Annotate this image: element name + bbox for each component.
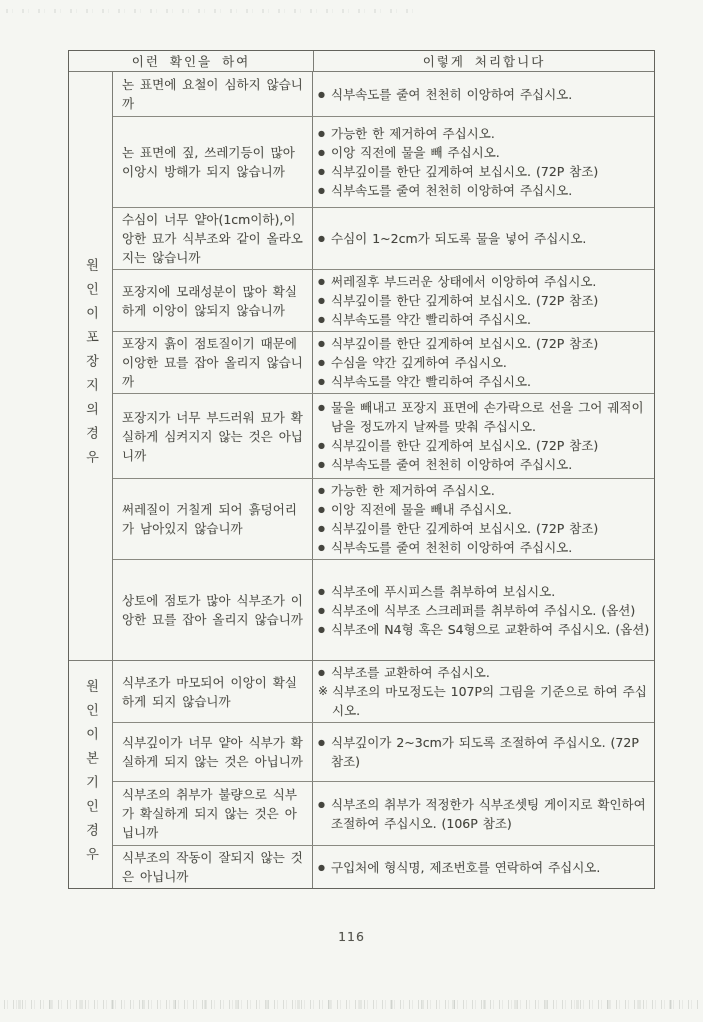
- answer-text: 식부속도를 줄여 천천히 이앙하여 주십시오.: [331, 540, 573, 555]
- answer-item: [318, 436, 650, 455]
- question-text: 논 표면에 요철이 심하지 않습니까: [122, 77, 303, 111]
- bullet-icon: ●: [318, 129, 325, 138]
- bullet-icon: ●: [318, 624, 325, 634]
- page-number: 116: [338, 929, 365, 944]
- answer-text: 구입처에 형식명, 제조번호를 연락하여 주십시오.: [331, 859, 601, 875]
- answer-cell: [313, 117, 654, 207]
- bullet-icon: ●: [318, 296, 325, 305]
- answer-item: [318, 353, 650, 372]
- answer-cell: [313, 208, 654, 269]
- question-cell: [113, 723, 313, 781]
- table-row: [113, 269, 654, 331]
- answer-item: [318, 858, 650, 877]
- answer-cell: [313, 723, 654, 781]
- question-cell: [113, 208, 313, 269]
- answer-text: 식부조에 푸시피스를 취부하여 보십시오.: [331, 583, 556, 599]
- question-text: 논 표면에 짚, 쓰레기등이 많아 이앙시 방해가 되지 않습니까: [122, 145, 295, 179]
- scan-artifact-top: [6, 9, 414, 13]
- question-text: 포장지에 모래성분이 많아 확실하게 이앙이 않되지 않습니까: [122, 283, 297, 318]
- answer-text: 수심을 약간 깊게하여 주십시오.: [331, 355, 507, 370]
- answer-item: [318, 181, 650, 200]
- answer-item: [318, 143, 650, 162]
- answer-item: [318, 663, 650, 682]
- answer-item: [318, 229, 650, 248]
- answer-text: 물을 빼내고 포장지 표면에 손가락으로 선을 그어 궤적이 남을 정도까지 날짜를 맞춰 주십시오.: [331, 400, 644, 434]
- table-header-action: 이렇게 처리합니다: [422, 54, 546, 69]
- table-row: [113, 559, 654, 660]
- bullet-icon: ●: [318, 186, 325, 195]
- answer-text: 식부속도를 약간 빨리하여 주십시오.: [331, 374, 532, 389]
- answer-text: 식부조의 취부가 적정한가 식부조셋팅 게이지로 확인하여 조절하여 주십시오. (106P 참조): [331, 796, 646, 831]
- bullet-icon: ●: [318, 277, 325, 286]
- answer-cell: [313, 661, 654, 722]
- answer-item: [318, 85, 650, 104]
- bullet-icon: ●: [318, 89, 325, 99]
- answer-text: 식부깊이를 한단 깊게하여 보십시오. (72P 참조): [331, 438, 599, 453]
- cause-group-paddy-field: [69, 72, 654, 660]
- question-cell: [113, 72, 313, 116]
- answer-item: [318, 733, 650, 771]
- answer-item: [318, 500, 650, 519]
- group-label-cell: [69, 72, 113, 660]
- answer-text: 이앙 직전에 물을 빼 주십시오.: [331, 145, 500, 160]
- question-cell: [113, 117, 313, 207]
- answer-text: 식부깊이를 한단 깊게하여 보십시오. (72P 참조): [331, 521, 599, 536]
- table-row: [113, 845, 654, 888]
- bullet-icon: ●: [318, 377, 325, 386]
- question-cell: [113, 661, 313, 722]
- answer-item: [318, 398, 650, 436]
- question-text: 식부조의 작동이 잘되지 않는 것은 아닙니까: [122, 850, 303, 884]
- question-cell: [113, 270, 313, 331]
- table-row: [113, 207, 654, 269]
- answer-cell: [313, 782, 654, 845]
- question-cell: [113, 782, 313, 845]
- answer-item: [318, 519, 650, 538]
- answer-text: 이앙 직전에 물을 빼내 주십시오.: [331, 502, 512, 517]
- bullet-icon: ●: [318, 441, 325, 450]
- troubleshooting-table: [68, 50, 655, 889]
- bullet-icon: ●: [318, 738, 325, 747]
- answer-cell: [313, 394, 654, 478]
- cause-group-machine: [69, 660, 654, 888]
- answer-text: 식부깊이가 2~3cm가 되도록 조절하여 주십시오. (72P 참조): [331, 735, 639, 769]
- table-row: [113, 116, 654, 207]
- answer-item: [318, 582, 650, 601]
- answer-cell: [313, 72, 654, 116]
- bullet-icon: ●: [318, 358, 325, 367]
- table-row: [113, 722, 654, 781]
- answer-text: 식부속도를 줄여 천천히 이앙하여 주십시오.: [331, 86, 573, 102]
- bullet-icon: ●: [318, 167, 325, 176]
- table-header-check: 이런 확인을 하여: [69, 51, 314, 71]
- table-row: [113, 661, 654, 722]
- bullet-icon: ●: [318, 234, 325, 243]
- question-text: 써레질이 거칠게 되어 흙덩어리가 남아있지 않습니까: [122, 502, 297, 536]
- answer-item: [318, 310, 650, 329]
- group-label-text: 원인이본기인경우: [83, 678, 98, 871]
- bullet-icon: ●: [318, 460, 325, 469]
- question-text: 식부깊이가 너무 얕아 식부가 확실하게 되지 않는 것은 아닙니까: [122, 735, 303, 769]
- question-text: 상토에 점토가 많아 식부조가 이앙한 묘를 잡아 올리지 않습니까: [122, 593, 303, 627]
- group-label-text: 원인이포장지의경우: [83, 258, 98, 474]
- answer-item: [318, 334, 650, 353]
- answer-item: [318, 455, 650, 474]
- bullet-icon: ●: [318, 524, 325, 533]
- question-cell: [113, 332, 313, 393]
- bullet-icon: ●: [318, 315, 325, 324]
- question-cell: [113, 394, 313, 478]
- bullet-icon: ●: [318, 605, 325, 615]
- answer-text: 식부속도를 약간 빨리하여 주십시오.: [331, 312, 532, 327]
- answer-item: [318, 620, 650, 639]
- answer-text: 식부조에 N4형 혹은 S4형으로 교환하여 주십시오. (옵션): [331, 621, 650, 637]
- table-row: [113, 478, 654, 559]
- group-label-cell: [69, 661, 113, 888]
- answer-item: [318, 162, 650, 181]
- answer-text: 식부깊이를 한단 깊게하여 보십시오. (72P 참조): [331, 293, 599, 308]
- answer-cell: [313, 846, 654, 888]
- answer-text: 식부속도를 줄여 천천히 이앙하여 주십시오.: [331, 457, 573, 472]
- question-text: 포장지 흙이 점토질이기 때문에 이앙한 묘를 잡아 올리지 않습니까: [122, 336, 303, 389]
- bullet-icon: ●: [318, 486, 325, 495]
- answer-text: 식부조를 교환하여 주십시오.: [331, 665, 490, 680]
- question-cell: [113, 560, 313, 660]
- bullet-icon: ●: [318, 505, 325, 514]
- group-rows: [113, 72, 654, 660]
- answer-cell: [313, 560, 654, 660]
- bullet-icon: ●: [318, 339, 325, 348]
- answer-item: [318, 538, 650, 557]
- answer-text: 수심이 1~2cm가 되도록 물을 넣어 주십시오.: [331, 231, 587, 246]
- answer-text: 식부조의 마모정도는 107P의 그림을 기준으로 하여 주십시오.: [332, 684, 647, 718]
- answer-item: [318, 272, 650, 291]
- answer-text: 가능한 한 제거하여 주십시오.: [331, 483, 495, 498]
- question-text: 포장지가 너무 부드러워 묘가 확실하게 심켜지지 않는 것은 아닙니까: [122, 409, 303, 463]
- answer-item: [318, 481, 650, 500]
- answer-item: [318, 795, 650, 833]
- answer-item: [318, 291, 650, 310]
- question-text: 수심이 너무 얕아(1cm이하),이앙한 묘가 식부조와 같이 올라오지는 않습니까: [122, 212, 303, 265]
- bullet-icon: ●: [318, 862, 325, 872]
- bullet-icon: ●: [318, 148, 325, 157]
- answer-text: 식부속도를 줄여 천천히 이앙하여 주십시오.: [331, 183, 573, 198]
- table-header-row: [69, 51, 654, 72]
- table-row: [113, 72, 654, 116]
- answer-text: 식부깊이를 한단 깊게하여 보십시오. (72P 참조): [331, 336, 599, 351]
- answer-cell: [313, 332, 654, 393]
- table-row: [113, 393, 654, 478]
- note-icon: ※: [318, 684, 329, 698]
- scan-artifact-bottom: [4, 1000, 699, 1009]
- table-row: [113, 781, 654, 845]
- answer-cell: [313, 479, 654, 559]
- answer-text: 식부깊이를 한단 깊게하여 보십시오. (72P 참조): [331, 164, 599, 179]
- answer-item: [318, 682, 650, 720]
- bullet-icon: ●: [318, 586, 325, 596]
- answer-item: [318, 601, 650, 620]
- question-text: 식부조가 마모되어 이앙이 확실하게 되지 않습니까: [122, 674, 297, 709]
- question-cell: [113, 479, 313, 559]
- bullet-icon: ●: [318, 668, 325, 677]
- question-cell: [113, 846, 313, 888]
- answer-item: [318, 124, 650, 143]
- answer-text: 가능한 한 제거하여 주십시오.: [331, 126, 495, 141]
- question-text: 식부조의 취부가 불량으로 식부가 확실하게 되지 않는 것은 아닙니까: [122, 787, 297, 840]
- answer-text: 써레질후 부드러운 상태에서 이앙하여 주십시오.: [331, 274, 597, 289]
- answer-item: [318, 372, 650, 391]
- bullet-icon: ●: [318, 799, 325, 809]
- answer-text: 식부조에 식부조 스크레퍼를 취부하여 주십시오. (옵션): [331, 602, 636, 618]
- answer-cell: [313, 270, 654, 331]
- bullet-icon: ●: [318, 543, 325, 552]
- group-rows: [113, 661, 654, 888]
- table-row: [113, 331, 654, 393]
- bullet-icon: ●: [318, 403, 325, 412]
